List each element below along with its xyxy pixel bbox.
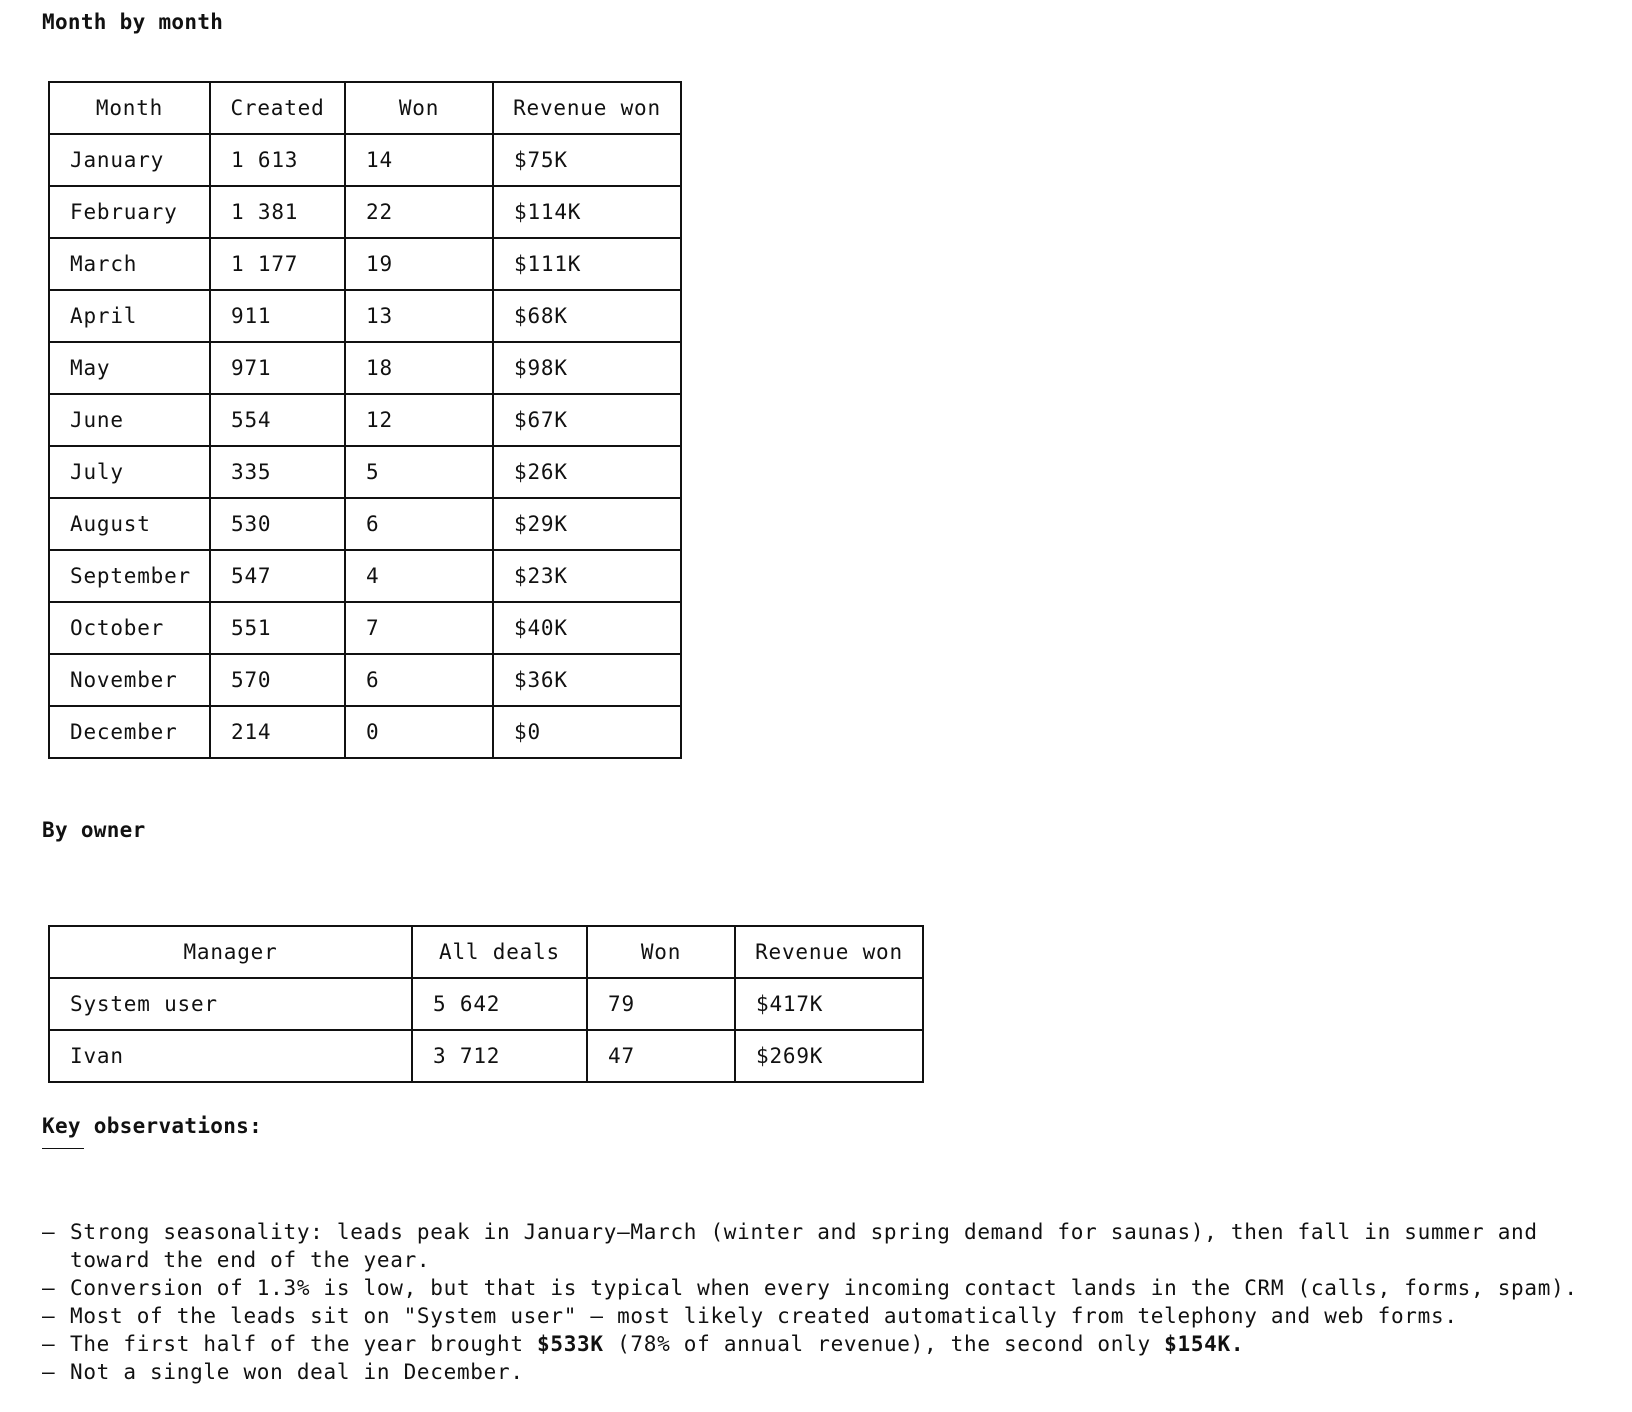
table-cell: $417K: [735, 978, 923, 1030]
month-row: [49, 134, 681, 186]
table-cell: $36K: [493, 654, 681, 706]
table-cell: $98K: [493, 342, 681, 394]
table-cell: $114K: [493, 186, 681, 238]
table-cell: August: [49, 498, 210, 550]
table-cell: $68K: [493, 290, 681, 342]
observation-text: Most of the leads sit on "System user" — most likely created automatically from telephony and web forms.: [70, 1304, 1458, 1328]
table-cell: 5 642: [412, 978, 587, 1030]
table-cell: $26K: [493, 446, 681, 498]
month-row: [49, 446, 681, 498]
owner-row: [49, 1030, 923, 1082]
table-cell: $67K: [493, 394, 681, 446]
table-cell: $269K: [735, 1030, 923, 1082]
table-cell: September: [49, 550, 210, 602]
table-cell: $0: [493, 706, 681, 758]
observation-text: Strong seasonality: leads peak in January—March (winter and spring demand for saunas), then fall in summer and toward the end of the year.: [70, 1220, 1538, 1272]
table-cell: 1 381: [210, 186, 345, 238]
table-cell: $23K: [493, 550, 681, 602]
table-cell: 6: [345, 654, 493, 706]
table-cell: March: [49, 238, 210, 290]
column-header: All deals: [412, 926, 587, 978]
bullet-dash: —: [42, 1332, 56, 1356]
observation-item: [42, 1358, 1602, 1386]
month-row: [49, 602, 681, 654]
bullet-dash: —: [42, 1220, 56, 1244]
owners-table: [48, 925, 924, 1083]
table-cell: $111K: [493, 238, 681, 290]
table-cell: 12: [345, 394, 493, 446]
table-cell: 971: [210, 342, 345, 394]
table-cell: 214: [210, 706, 345, 758]
monthly-heading: Month by month: [42, 10, 224, 34]
observation-text: Not a single won deal in December.: [70, 1360, 524, 1384]
table-cell: 22: [345, 186, 493, 238]
observation-highlight: $154K.: [1164, 1332, 1245, 1356]
table-cell: 554: [210, 394, 345, 446]
monthly-header-row: [49, 82, 681, 134]
owners-body: [49, 978, 923, 1082]
monthly-body: [49, 134, 681, 758]
month-row: [49, 394, 681, 446]
month-row: [49, 290, 681, 342]
observation-item: [42, 1330, 1602, 1358]
table-cell: July: [49, 446, 210, 498]
table-cell: 530: [210, 498, 345, 550]
table-cell: 13: [345, 290, 493, 342]
observation-text: Conversion of 1.3% is low, but that is typical when every incoming contact lands in the CRM (calls, forms, spam).: [70, 1276, 1578, 1300]
table-cell: $75K: [493, 134, 681, 186]
month-row: [49, 238, 681, 290]
table-cell: 551: [210, 602, 345, 654]
observation-item: [42, 1274, 1602, 1302]
table-cell: 5: [345, 446, 493, 498]
table-cell: 335: [210, 446, 345, 498]
table-cell: 79: [587, 978, 735, 1030]
table-cell: January: [49, 134, 210, 186]
table-cell: October: [49, 602, 210, 654]
monthly-table: [48, 81, 682, 759]
bullet-dash: —: [42, 1304, 56, 1328]
table-cell: 6: [345, 498, 493, 550]
column-header: Manager: [49, 926, 412, 978]
table-cell: April: [49, 290, 210, 342]
table-cell: 547: [210, 550, 345, 602]
table-cell: 1 613: [210, 134, 345, 186]
month-row: [49, 550, 681, 602]
table-cell: 18: [345, 342, 493, 394]
table-cell: $40K: [493, 602, 681, 654]
table-cell: February: [49, 186, 210, 238]
column-header: Revenue won: [735, 926, 923, 978]
table-cell: 7: [345, 602, 493, 654]
observations-heading: Key observations:: [42, 1114, 263, 1138]
month-row: [49, 342, 681, 394]
table-cell: 0: [345, 706, 493, 758]
column-header: Won: [345, 82, 493, 134]
table-cell: 570: [210, 654, 345, 706]
column-header: Month: [49, 82, 210, 134]
table-cell: 1 177: [210, 238, 345, 290]
table-cell: 3 712: [412, 1030, 587, 1082]
observation-item: [42, 1302, 1602, 1330]
table-cell: System user: [49, 978, 412, 1030]
table-cell: June: [49, 394, 210, 446]
month-row: [49, 654, 681, 706]
table-cell: 911: [210, 290, 345, 342]
table-cell: 4: [345, 550, 493, 602]
table-cell: 14: [345, 134, 493, 186]
observation-text: The first half of the year brought: [70, 1332, 538, 1356]
table-cell: December: [49, 706, 210, 758]
observation-highlight: $533K: [537, 1332, 604, 1356]
observation-text: (78% of annual revenue), the second only: [603, 1332, 1165, 1356]
observations-list: [42, 1218, 1602, 1386]
table-cell: $29K: [493, 498, 681, 550]
separator-rule: [42, 1148, 84, 1149]
table-cell: 47: [587, 1030, 735, 1082]
owner-row: [49, 978, 923, 1030]
owners-header-row: [49, 926, 923, 978]
owners-heading: By owner: [42, 818, 146, 842]
month-row: [49, 706, 681, 758]
column-header: Won: [587, 926, 735, 978]
table-cell: Ivan: [49, 1030, 412, 1082]
table-cell: May: [49, 342, 210, 394]
bullet-dash: —: [42, 1360, 56, 1384]
month-row: [49, 498, 681, 550]
observation-item: [42, 1218, 1602, 1274]
month-row: [49, 186, 681, 238]
column-header: Revenue won: [493, 82, 681, 134]
table-cell: 19: [345, 238, 493, 290]
column-header: Created: [210, 82, 345, 134]
bullet-dash: —: [42, 1276, 56, 1300]
table-cell: November: [49, 654, 210, 706]
